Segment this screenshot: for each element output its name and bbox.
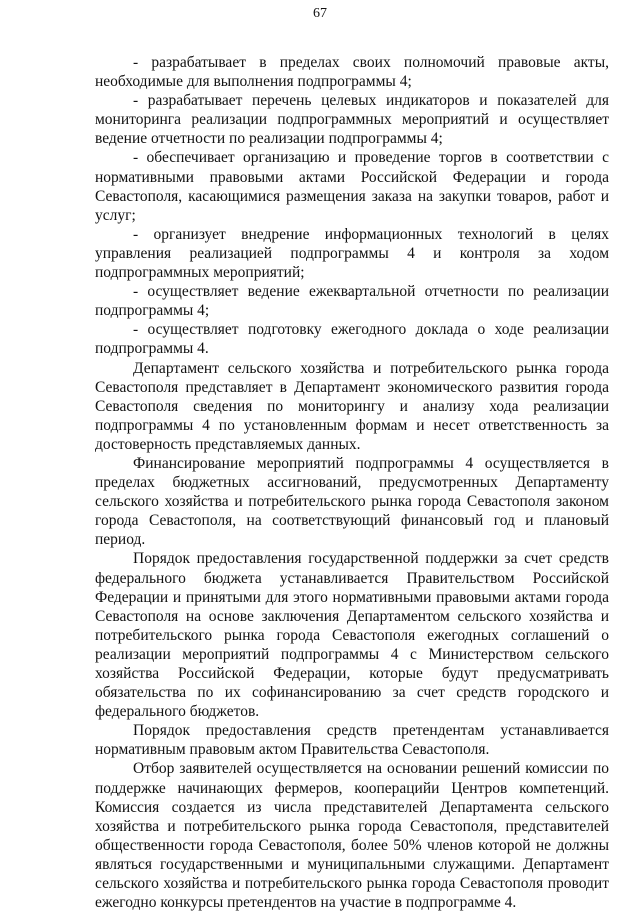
- paragraph-quarterly-reporting: - осуществляет ведение ежеквартальной отчетности по реализации подпрограммы 4;: [95, 283, 609, 320]
- page-number: 67: [313, 6, 327, 21]
- paragraph-department-monitoring: Департамент сельского хозяйства и потребительского рынка города Севастополя представляет в Департамент экономического развития города Севастополя сведения по мониторингу и анализу хода реализации подпрограммы 4 по установленным формам и несет ответственность за достоверность представляемых данных.: [95, 359, 609, 453]
- paragraph-applicant-selection: Отбор заявителей осуществляется на основании решений комиссии по поддержке начинающих фермеров, кооперацийи Центров компетенций. Комиссия создается из числа представителей Департамента сельского хозяйства и потребительского рынка города Севастополя, представителей общественности города Севастополя, более 50% членов которой не должны являться государственными и муниципальными служащими. Департамент сельского хозяйства и потребительского рынка города Севастополя проводит ежегодно конкурсы претендентов на участие в подпрограмме 4.: [95, 760, 609, 912]
- paragraph-develops-indicators: - разрабатывает перечень целевых индикаторов и показателей для мониторинга реализации подпрограммных мероприятий и осуществляет ведение отчетности по реализации подпрограммы 4;: [95, 92, 609, 148]
- paragraph-state-support-procedure: Порядок предоставления государственной поддержки за счет средств федерального бюджета устанавливается Правительством Российской Федерации и принятыми для этого нормативными правовыми актами города Севастополя на основе заключения Департаментом сельского хозяйства и потребительского рынка города Севастополя ежегодных соглашений о реализации мероприятий подпрограммы 4 с Министерством сельского хозяйства Российской Федерации, которые будут предусматривать обязательства по их софинансированию за счет средств городского и федерального бюджетов.: [95, 550, 609, 721]
- paragraph-it-implementation: - организует внедрение информационных технологий в целях управления реализацией подпрограммы 4 и контроля за ходом подпрограммных мероприятий;: [95, 225, 609, 282]
- paragraph-develops-legal-acts: - разрабатывает в пределах своих полномочий правовые акты, необходимые для выполнения подпрограммы 4;: [95, 54, 609, 91]
- document-body: [95, 53, 609, 912]
- paragraph-organizes-tenders: - обеспечивает организацию и проведение торгов в соответствии с нормативными правовыми актами Российской Федерации и города Севастополя, касающимися размещения заказа на закупки товаров, работ и услуг;: [95, 149, 609, 224]
- paragraph-funds-provision: Порядок предоставления средств претендентам устанавливается нормативным правовым актом Правительства Севастополя.: [95, 722, 609, 759]
- paragraph-financing: Финансирование мероприятий подпрограммы 4 осуществляется в пределах бюджетных ассигнований, предусмотренных Департаменту сельского хозяйства и потребительского рынка города Севастополя законом города Севастополя, на соответствующий финансовый год и плановый период.: [95, 454, 609, 549]
- paragraph-annual-report: - осуществляет подготовку ежегодного доклада о ходе реализации подпрограммы 4.: [95, 321, 609, 358]
